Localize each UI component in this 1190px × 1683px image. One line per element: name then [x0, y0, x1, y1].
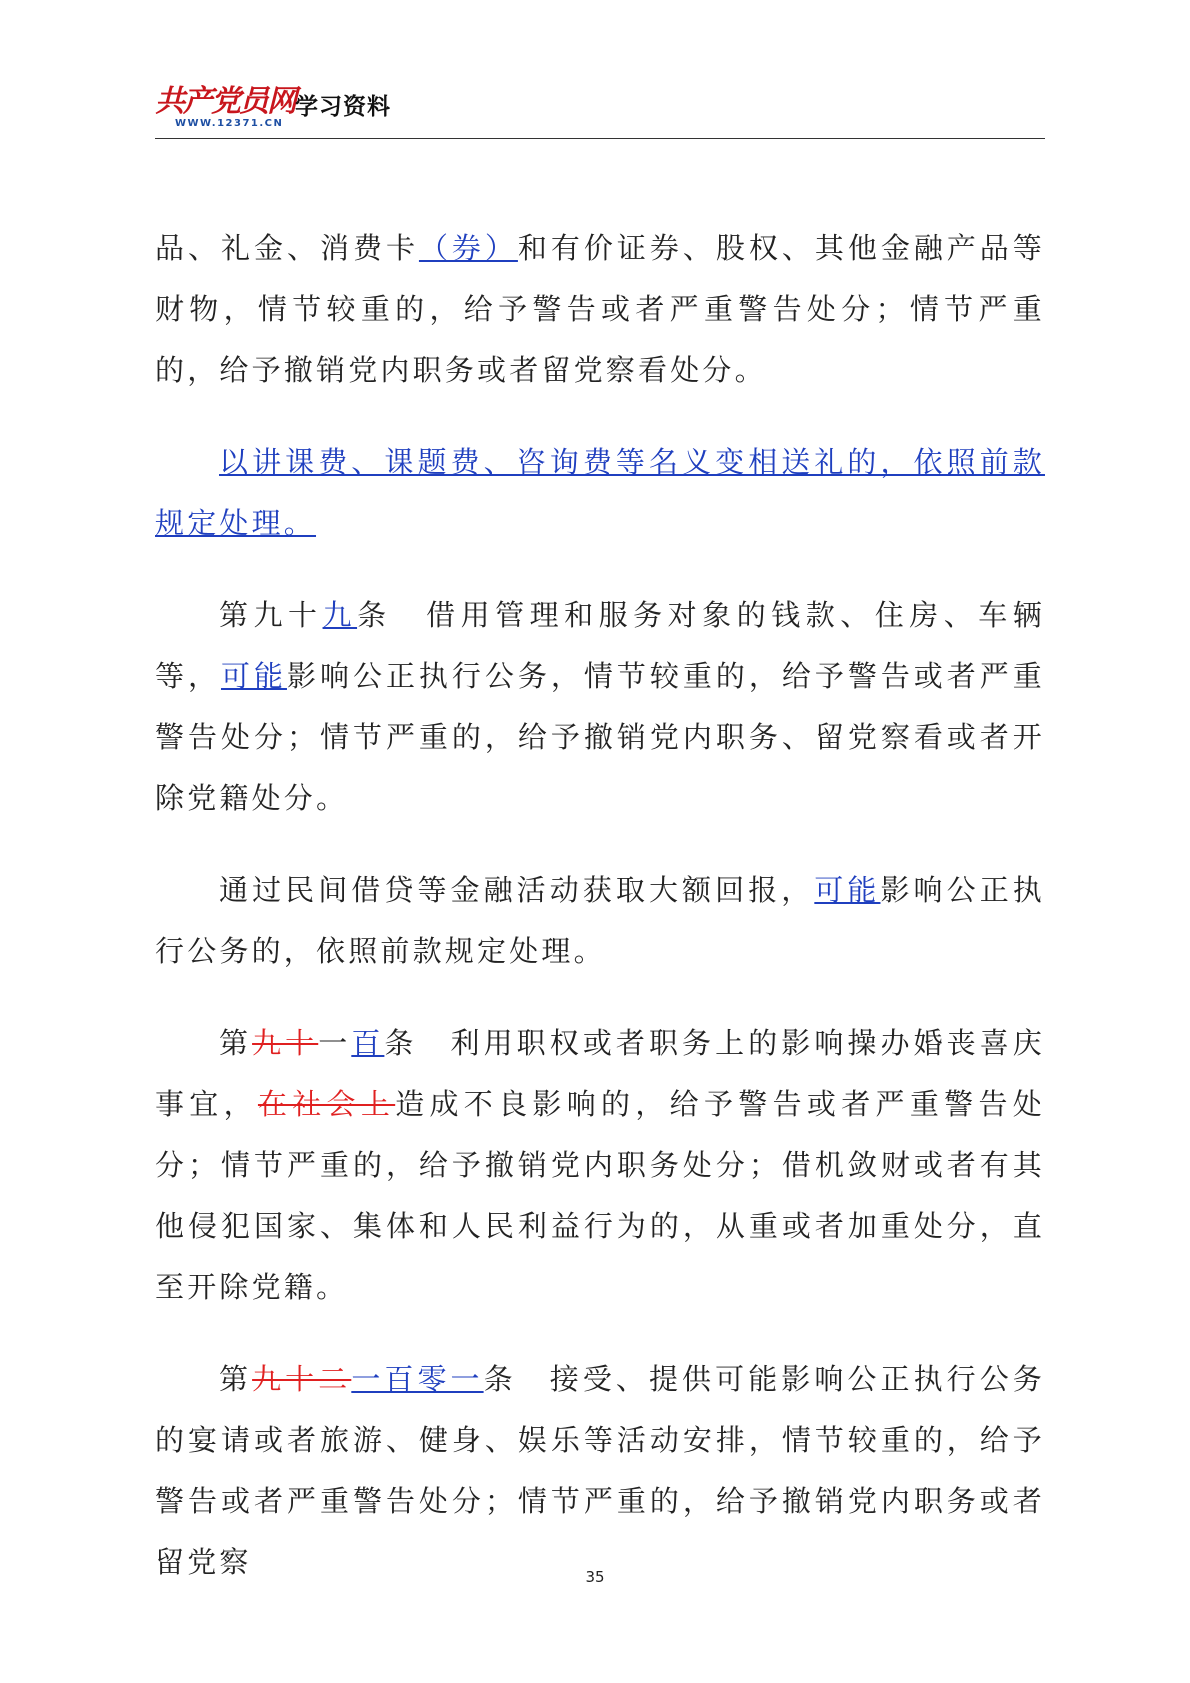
body-text-segment: 第: [219, 1362, 253, 1396]
body-text-segment: 第九十: [219, 598, 323, 632]
paragraph-article-100: [155, 1013, 1045, 1318]
deleted-text: 在社会上: [257, 1087, 396, 1121]
body-text-segment: 一: [318, 1026, 352, 1060]
header-title: 学习资料: [295, 94, 391, 120]
body-text-segment: 通过民间借贷等金融活动获取大额回报，: [219, 873, 815, 907]
body-text-segment: 条 接受、提供可能影响公正执行公务的宴请或者旅游、健身、娱乐等活动安排，情节较重的，给予警告或者严重警告处分；情节严重的，给予撤销党内职务或者留党察: [155, 1362, 1045, 1579]
paragraph-2: [155, 432, 1045, 554]
body-text-segment: 条 借用管理和服务对象的钱款、住房、车辆等，: [155, 598, 1045, 693]
logo-wordmark: 共产党员网: [155, 84, 295, 119]
site-logo[interactable]: [155, 84, 300, 136]
body-text-segment: 条 利用职权或者职务上的影响操办婚丧喜庆事宜，: [155, 1026, 1045, 1121]
body-text-segment: 和有价证券、股权、其他金融产品等财物，情节较重的，给予警告或者严重警告处分；情节严重的，给予撤销党内职务或者留党察看处分。: [155, 231, 1045, 387]
logo-url-text: WWW.12371.CN: [175, 118, 284, 129]
inserted-text: 可能: [814, 873, 881, 907]
body-text-segment: 影响公正执行公务，情节较重的，给予警告或者严重警告处分；情节严重的，给予撤销党内职务、留党察看或者开除党籍处分。: [155, 659, 1045, 815]
inserted-text: 百: [351, 1026, 385, 1060]
body-text-segment: 造成不良影响的，给予警告或者严重警告处分；情节严重的，给予撤销党内职务处分；借机敛财或者有其他侵犯国家、集体和人民利益行为的，从重或者加重处分，直至开除党籍。: [155, 1087, 1045, 1304]
inserted-text: 一百零一: [351, 1362, 484, 1396]
paragraph-4: [155, 860, 1045, 982]
body-text-segment: 影响公正执行公务的，依照前款规定处理。: [155, 873, 1045, 968]
inserted-text: 可能: [220, 659, 287, 693]
page-number: 35: [585, 1568, 605, 1586]
document-body: [155, 218, 1045, 1624]
inserted-text: 九: [322, 598, 358, 632]
inserted-text: 以讲课费、课题费、咨询费等名义变相送礼的，依照前款规定处理。: [155, 445, 1045, 540]
paragraph-1: [155, 218, 1045, 401]
page-header: [155, 82, 1045, 140]
paragraph-article-99: [155, 585, 1045, 829]
body-text-segment: 第: [219, 1026, 253, 1060]
paragraph-article-101: [155, 1349, 1045, 1593]
deleted-text: 九十二: [252, 1362, 352, 1396]
inserted-text: （券）: [418, 231, 518, 265]
body-text-segment: 品、礼金、消费卡: [155, 231, 419, 265]
header-divider: [155, 138, 1045, 139]
deleted-text: 九十: [252, 1026, 319, 1060]
